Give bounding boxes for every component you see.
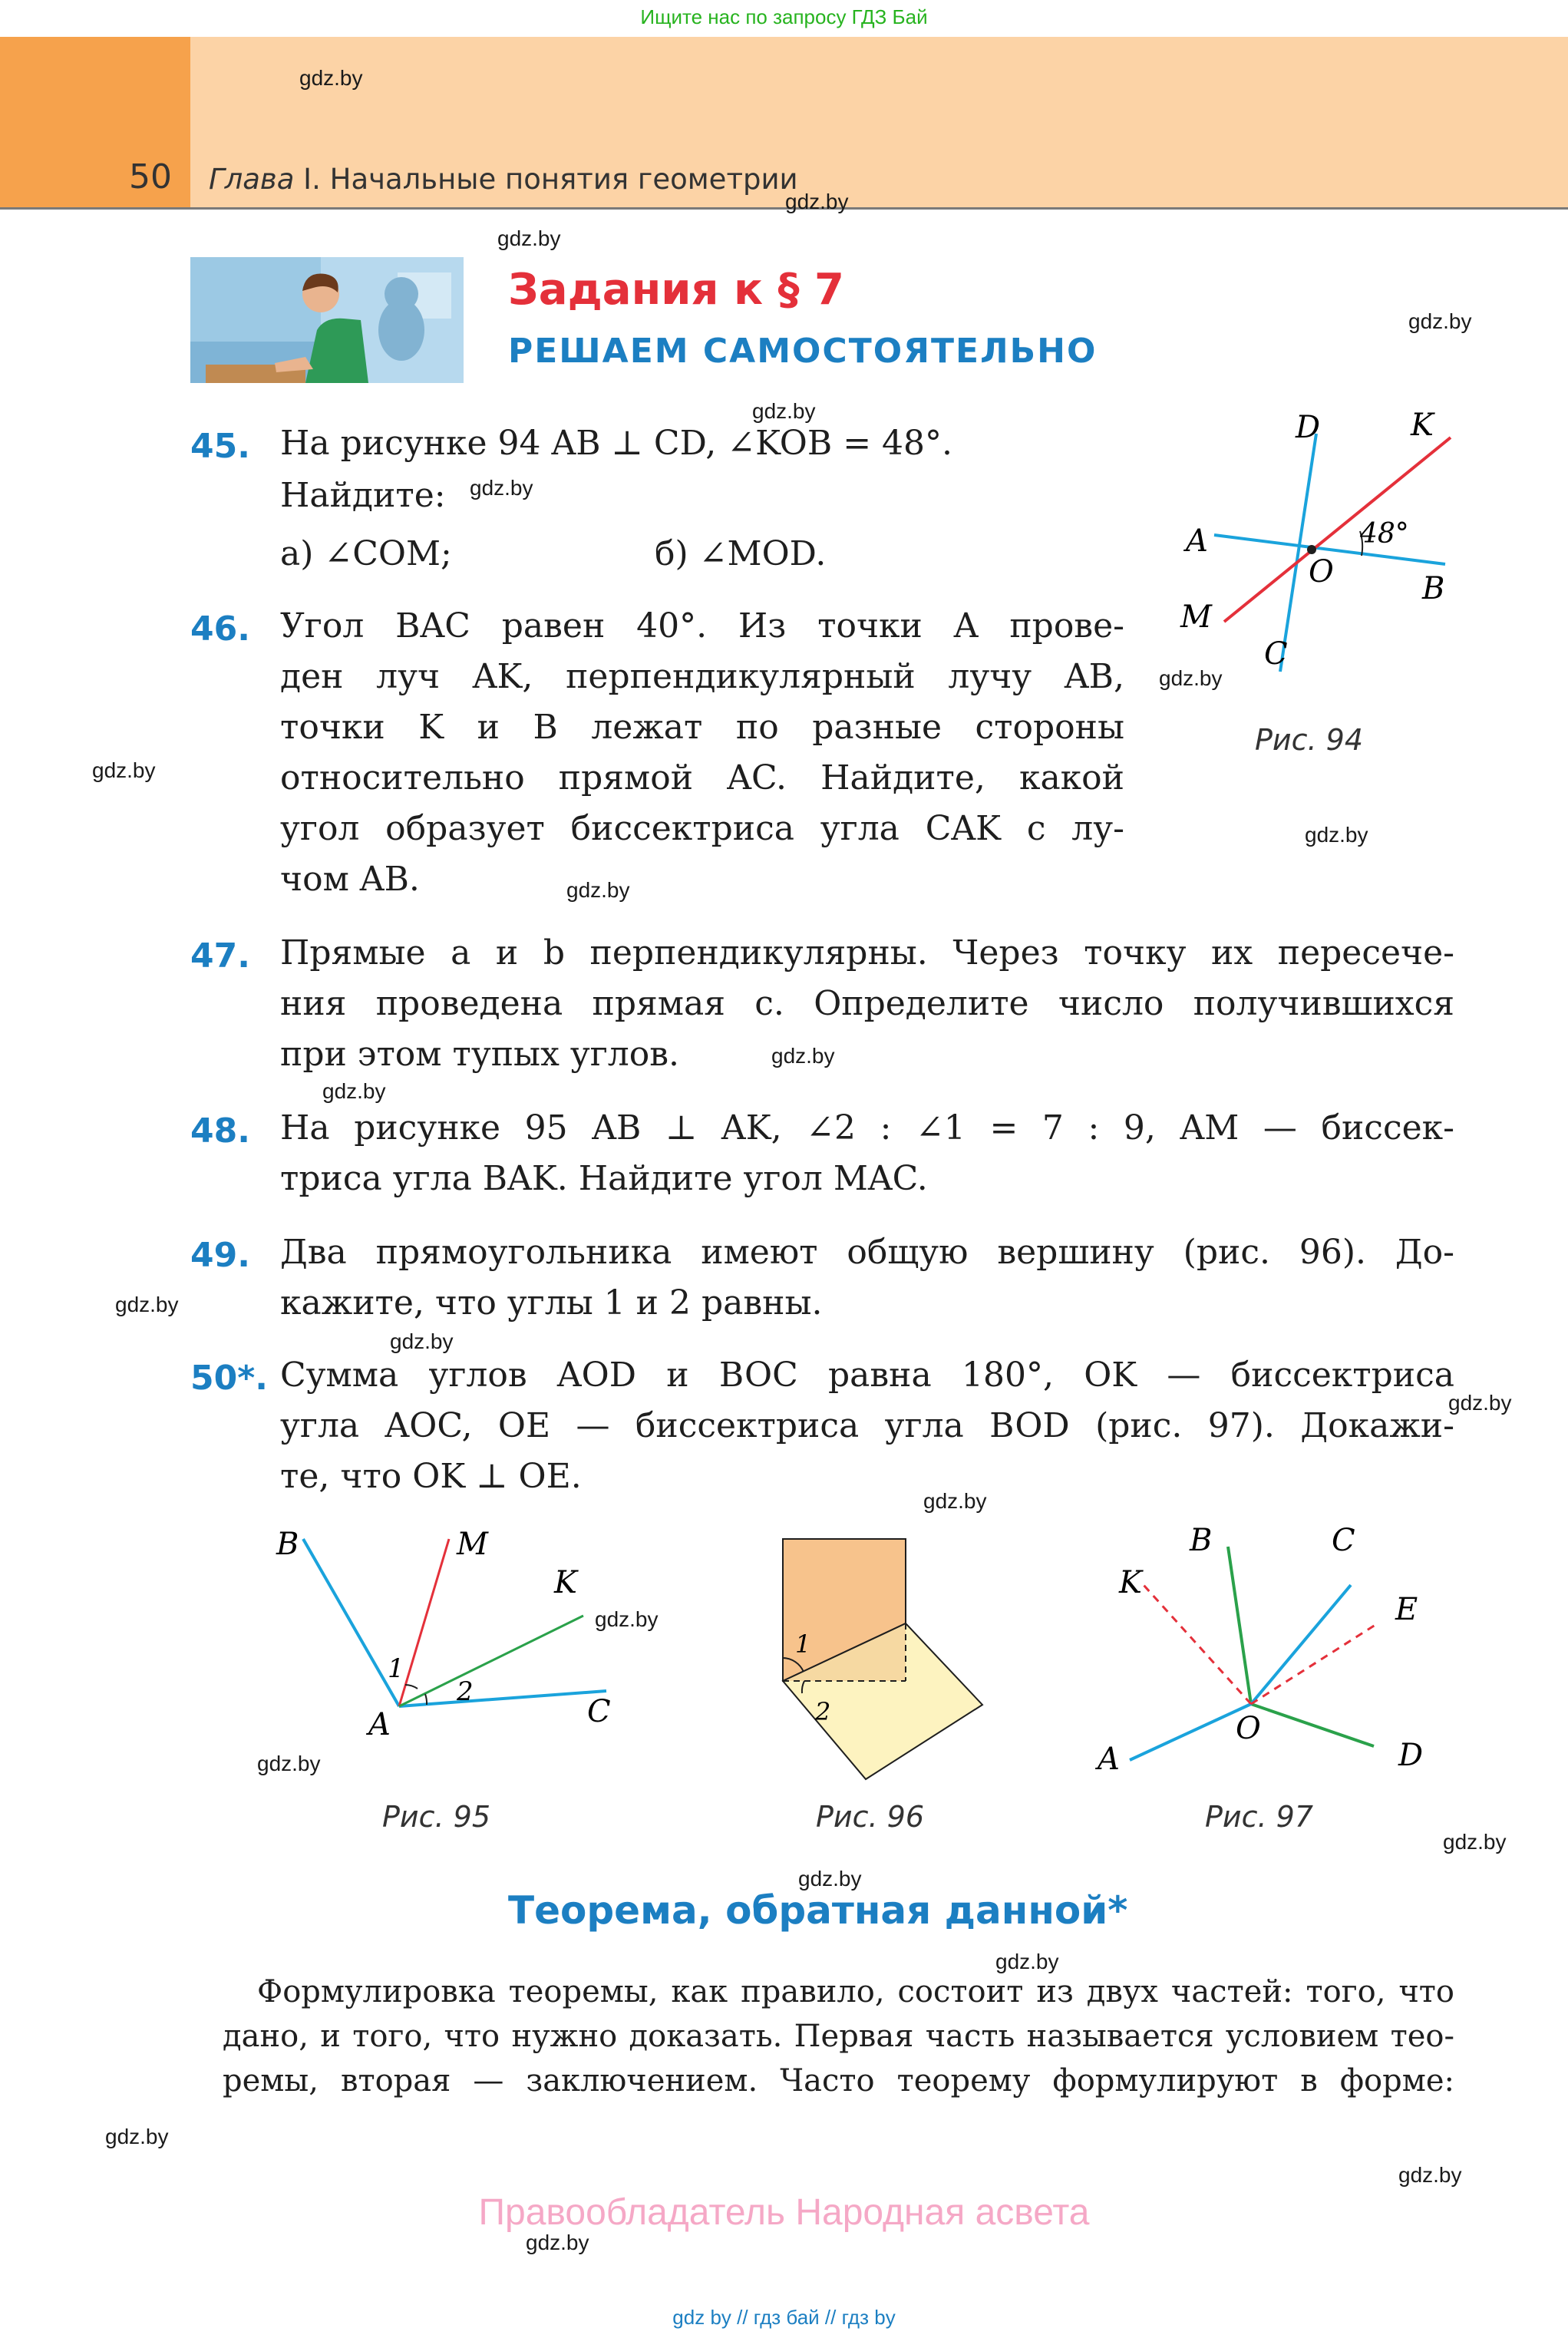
- watermark: gdz.by: [92, 758, 156, 782]
- watermark: gdz.by: [595, 1607, 659, 1631]
- fig94-label-D: D: [1296, 411, 1321, 445]
- watermark: gdz.by: [771, 1044, 835, 1068]
- problem-50-line: те, что OK ⊥ OE.: [280, 1457, 582, 1496]
- fig96-label-2: 2: [815, 1697, 831, 1726]
- chapter-name: I. Начальные понятия геометрии: [294, 163, 798, 196]
- fig94-label-K: K: [1411, 411, 1434, 443]
- problem-46-line: точки K и B лежат по разные стороны: [280, 708, 1124, 747]
- watermark: gdz.by: [322, 1079, 386, 1103]
- watermark: gdz.by: [1443, 1830, 1507, 1854]
- problem-46-line: угол образует биссектриса угла CAK с лу-: [280, 809, 1124, 848]
- watermark: gdz.by: [390, 1329, 454, 1353]
- fig95-label-K: K: [554, 1565, 577, 1600]
- problem-49-number: 49.: [190, 1236, 250, 1275]
- fig97-label-O: O: [1236, 1711, 1261, 1746]
- copyright-notice: Правообладатель Народная асвета: [478, 2192, 1090, 2233]
- section-title: Задания к § 7: [508, 265, 844, 315]
- problem-47-line: при этом тупых углов.: [280, 1035, 680, 1074]
- page-number: 50: [129, 157, 172, 196]
- watermark: gdz.by: [752, 399, 816, 423]
- header-rule: [0, 207, 1568, 210]
- figure-95: [261, 1516, 660, 1746]
- problem-47-number: 47.: [190, 936, 250, 976]
- fig97-caption: Рис. 97: [1205, 1800, 1314, 1834]
- watermark: gdz.by: [1408, 309, 1472, 333]
- watermark: gdz.by: [299, 66, 363, 90]
- problem-45-part-b: б) ∠MOD.: [655, 534, 827, 573]
- fig95-label-2: 2: [457, 1676, 474, 1707]
- fig94-label-C: C: [1264, 636, 1288, 672]
- fig94-label-B: B: [1422, 571, 1445, 606]
- figure-96: [767, 1524, 998, 1788]
- problem-46-line: относительно прямой AC. Найдите, какой: [280, 758, 1124, 797]
- problem-49-line: кажите, что углы 1 и 2 равны.: [280, 1283, 823, 1323]
- problem-45-text: Найдите:: [280, 476, 446, 515]
- fig97-label-A: A: [1098, 1742, 1120, 1777]
- figure-94: [1151, 411, 1489, 687]
- problem-47-line: Прямые a и b перпендикулярны. Через точку их пересече-: [280, 933, 1454, 973]
- fig97-label-B: B: [1190, 1523, 1213, 1558]
- watermark: gdz.by: [995, 1950, 1059, 1973]
- watermark: gdz.by: [923, 1489, 987, 1513]
- problem-50-line: Сумма углов AOD и BOC равна 180°, OK — биссектриса: [280, 1356, 1454, 1395]
- problem-45-text: На рисунке 94 AB ⊥ CD, ∠KOB = 48°.: [280, 424, 953, 463]
- problem-46-number: 46.: [190, 609, 250, 649]
- watermark: gdz.by: [798, 1867, 862, 1891]
- watermark: gdz.by: [1448, 1391, 1512, 1415]
- fig94-label-O: O: [1309, 554, 1334, 589]
- fig95-label-A: A: [368, 1707, 391, 1742]
- fig94-label-M: M: [1180, 599, 1212, 635]
- problem-46-line: Угол BAC равен 40°. Из точки A прове-: [280, 606, 1124, 646]
- footer-links[interactable]: gdz by // гдз бай // гдз by: [672, 2306, 896, 2329]
- fig97-label-D: D: [1398, 1738, 1424, 1773]
- problem-48-number: 48.: [190, 1111, 250, 1151]
- figure-97: [1082, 1516, 1481, 1785]
- top-banner[interactable]: Ищите нас по запросу ГДЗ Бай: [640, 5, 928, 28]
- watermark: gdz.by: [257, 1752, 321, 1775]
- problem-48-line: На рисунке 95 AB ⊥ AK, ∠2 : ∠1 = 7 : 9, AM — биссек-: [280, 1108, 1454, 1148]
- student-illustration: [190, 257, 464, 383]
- problem-47-line: ния проведена прямая c. Определите число получившихся: [280, 984, 1454, 1023]
- fig97-label-C: C: [1332, 1523, 1355, 1558]
- chapter-title: [209, 163, 798, 196]
- problem-49-line: Два прямоугольника имеют общую вершину (рис. 96). До-: [280, 1233, 1454, 1272]
- problem-46-line: чом AB.: [280, 860, 420, 899]
- watermark: gdz.by: [1159, 666, 1223, 690]
- watermark: gdz.by: [526, 2231, 589, 2254]
- fig95-label-M: M: [457, 1527, 488, 1562]
- section-subtitle: РЕШАЕМ САМОСТОЯТЕЛЬНО: [508, 332, 1098, 371]
- watermark: gdz.by: [1305, 823, 1368, 847]
- problem-45-number: 45.: [190, 427, 250, 466]
- fig94-label-A: A: [1186, 523, 1208, 559]
- fig97-label-E: E: [1395, 1592, 1418, 1627]
- fig95-caption: Рис. 95: [382, 1800, 491, 1834]
- fig95-label-C: C: [587, 1694, 611, 1729]
- fig94-label-angle: 48°: [1360, 518, 1409, 550]
- problem-48-line: триса угла BAK. Найдите угол MAC.: [280, 1159, 928, 1198]
- fig95-label-B: B: [276, 1527, 299, 1562]
- theorem-line: дано, и того, что нужно доказать. Первая часть называется условием тео-: [223, 2019, 1454, 2054]
- watermark: gdz.by: [105, 2125, 169, 2148]
- fig96-caption: Рис. 96: [816, 1800, 925, 1834]
- problem-45-part-a: а) ∠COM;: [280, 534, 452, 573]
- theorem-line: Формулировка теоремы, как правило, состоит из двух частей: того, что: [257, 1974, 1454, 2009]
- watermark: gdz.by: [1398, 2163, 1462, 2187]
- chapter-label: Глава: [209, 163, 295, 196]
- problem-50-line: угла AOC, OE — биссектриса угла BOD (рис. 97). Докажи-: [280, 1406, 1454, 1445]
- watermark: gdz.by: [115, 1293, 179, 1316]
- fig94-caption: Рис. 94: [1255, 723, 1364, 757]
- watermark: gdz.by: [497, 226, 561, 250]
- fig95-label-1: 1: [388, 1653, 404, 1684]
- watermark: gdz.by: [785, 190, 849, 213]
- problem-50-number: 50*.: [190, 1359, 268, 1398]
- fig97-label-K: K: [1119, 1565, 1142, 1600]
- theorem-line: ремы, вторая — заключением. Часто теорему формулируют в форме:: [223, 2063, 1454, 2099]
- fig96-label-1: 1: [795, 1630, 811, 1659]
- watermark: gdz.by: [566, 878, 630, 902]
- watermark: gdz.by: [470, 476, 533, 500]
- problem-46-line: ден луч AK, перпендикулярный лучу AB,: [280, 657, 1124, 696]
- theorem-title: Теорема, обратная данной*: [508, 1888, 1128, 1933]
